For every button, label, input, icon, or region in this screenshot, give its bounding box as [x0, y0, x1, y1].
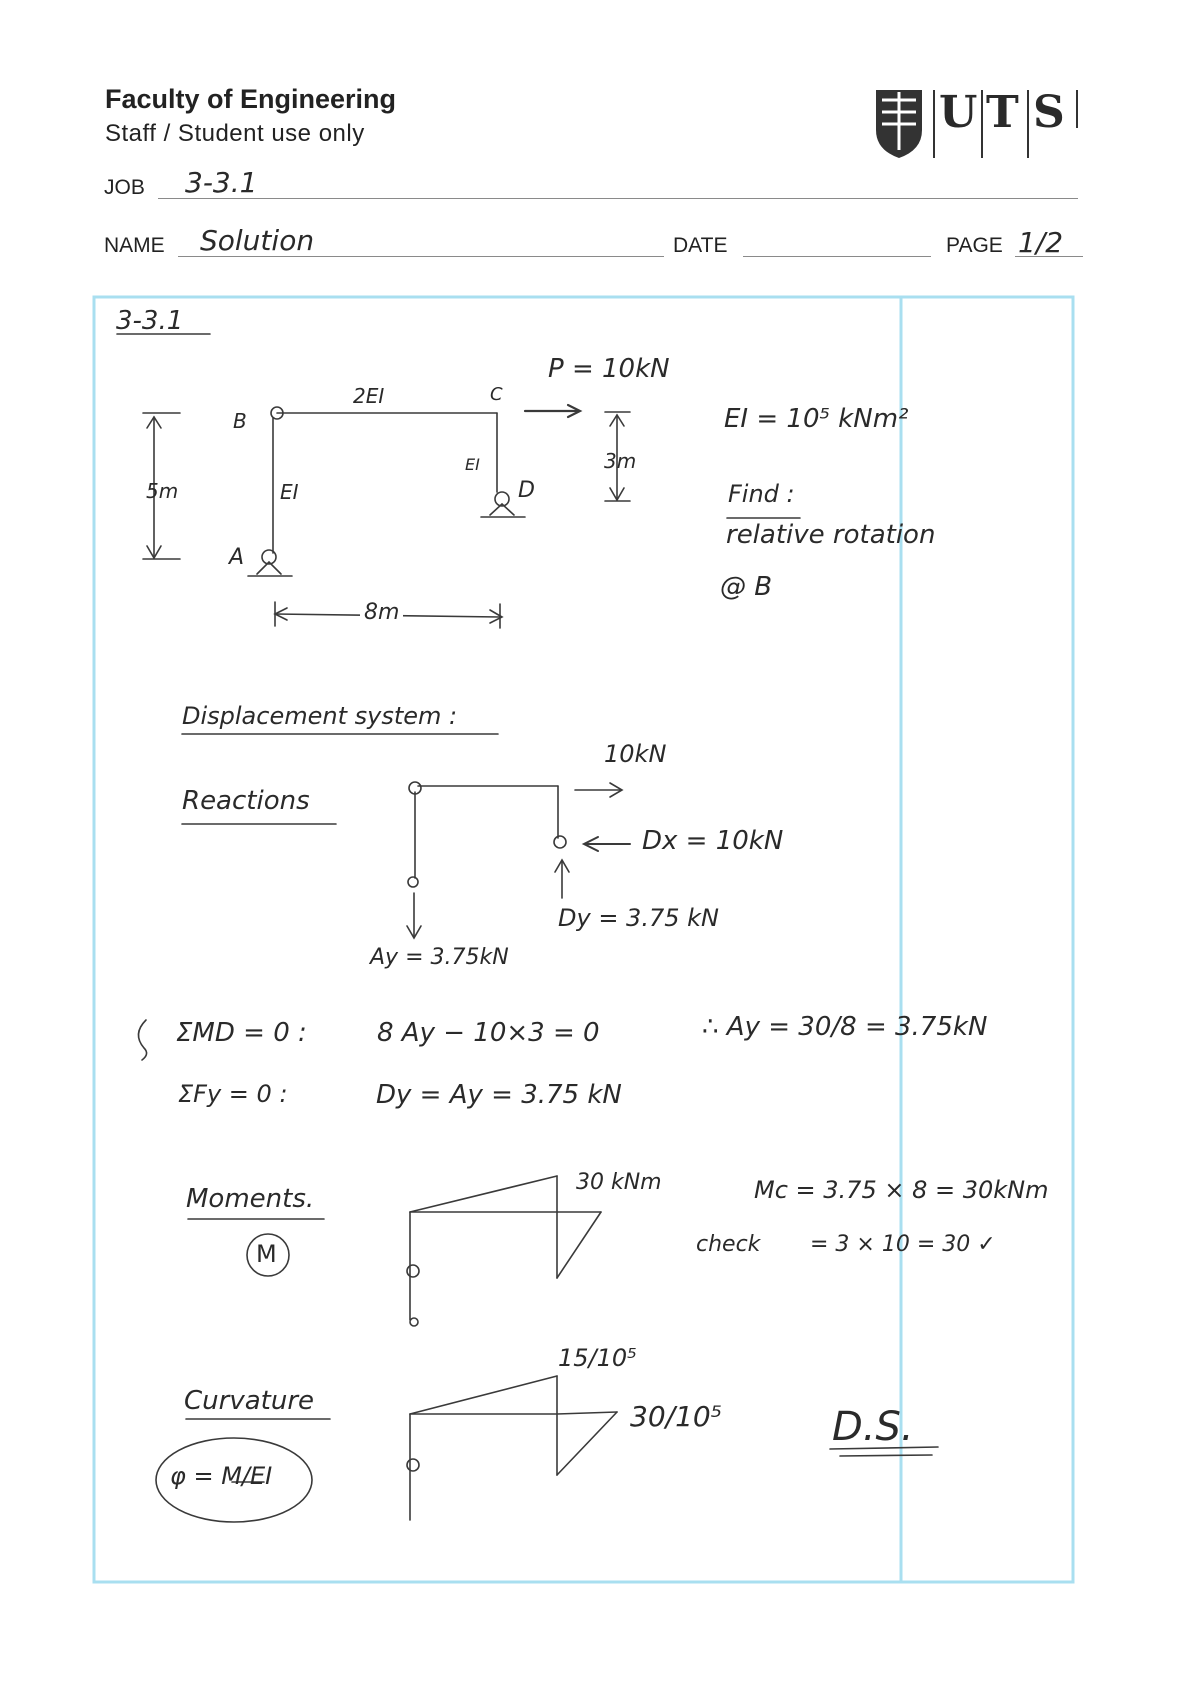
moment-check-label: check: [696, 1232, 761, 1257]
node-d-label: D: [518, 478, 535, 503]
problem-ref: 3-3.1: [116, 306, 184, 336]
logo-letter-t: T: [986, 87, 1019, 138]
span-dim: 8m: [360, 600, 403, 625]
node-a-label: A: [229, 545, 245, 570]
faculty-title: Faculty of Engineering: [105, 84, 397, 114]
applied-load: P = 10kN: [548, 354, 670, 384]
height-right-dim: 3m: [604, 449, 637, 473]
applied-load-10kn: 10kN: [604, 740, 667, 768]
moments-heading: Moments.: [186, 1184, 315, 1214]
equation-2-body: Dy = Ay = 3.75 kN: [376, 1080, 622, 1110]
find-text: relative rotation: [726, 520, 936, 550]
displacement-heading: Displacement system :: [182, 702, 458, 730]
page-value: 1/2: [1018, 226, 1064, 259]
given-ei: EI = 10⁵ kNm²: [724, 404, 909, 434]
equation-1-result: ∴ Ay = 30/8 = 3.75kN: [702, 1012, 988, 1042]
equation-1-left: ΣMD = 0 :: [176, 1018, 307, 1048]
node-c-label: C: [490, 384, 503, 405]
job-label: JOB: [104, 176, 145, 199]
curvature-top-value: 15/10⁵: [558, 1344, 637, 1372]
reactions-heading: Reactions: [182, 786, 310, 816]
name-label: NAME: [104, 234, 165, 257]
job-value: 3-3.1: [185, 166, 258, 199]
height-left-dim: 5m: [146, 479, 179, 503]
curvature-formula: φ = M/EI: [170, 1462, 273, 1490]
date-label: DATE: [673, 234, 728, 257]
moment-symbol: M: [256, 1240, 277, 1268]
use-restriction: Staff / Student use only: [105, 120, 365, 147]
reaction-dy: Dy = 3.75 kN: [558, 904, 719, 932]
logo-letter-u: U: [939, 87, 978, 138]
logo-letter-s: S: [1033, 87, 1065, 138]
moment-peak: 30 kNm: [576, 1170, 662, 1195]
find-heading: Find :: [728, 480, 795, 508]
author-initials: D.S.: [832, 1404, 914, 1450]
column-cd-stiffness: EI: [465, 455, 480, 474]
page-label: PAGE: [946, 234, 1003, 257]
curvature-heading: Curvature: [184, 1386, 314, 1416]
name-value: Solution: [200, 224, 315, 257]
column-ab-stiffness: EI: [280, 480, 299, 504]
reaction-dx: Dx = 10kN: [642, 826, 784, 856]
uts-logo: [876, 87, 1077, 158]
beam-bc-stiffness: 2EI: [353, 384, 385, 408]
find-location: @ B: [720, 572, 773, 602]
reaction-ay: Ay = 3.75kN: [370, 945, 509, 970]
moment-mc: Mc = 3.75 × 8 = 30kNm: [754, 1176, 1049, 1204]
equation-1-body: 8 Ay − 10×3 = 0: [377, 1018, 600, 1048]
equation-2-left: ΣFy = 0 :: [178, 1080, 288, 1108]
node-b-label: B: [233, 409, 247, 433]
curvature-right-value: 30/10⁵: [630, 1400, 722, 1433]
moment-check-value: = 3 × 10 = 30 ✓: [810, 1232, 996, 1257]
